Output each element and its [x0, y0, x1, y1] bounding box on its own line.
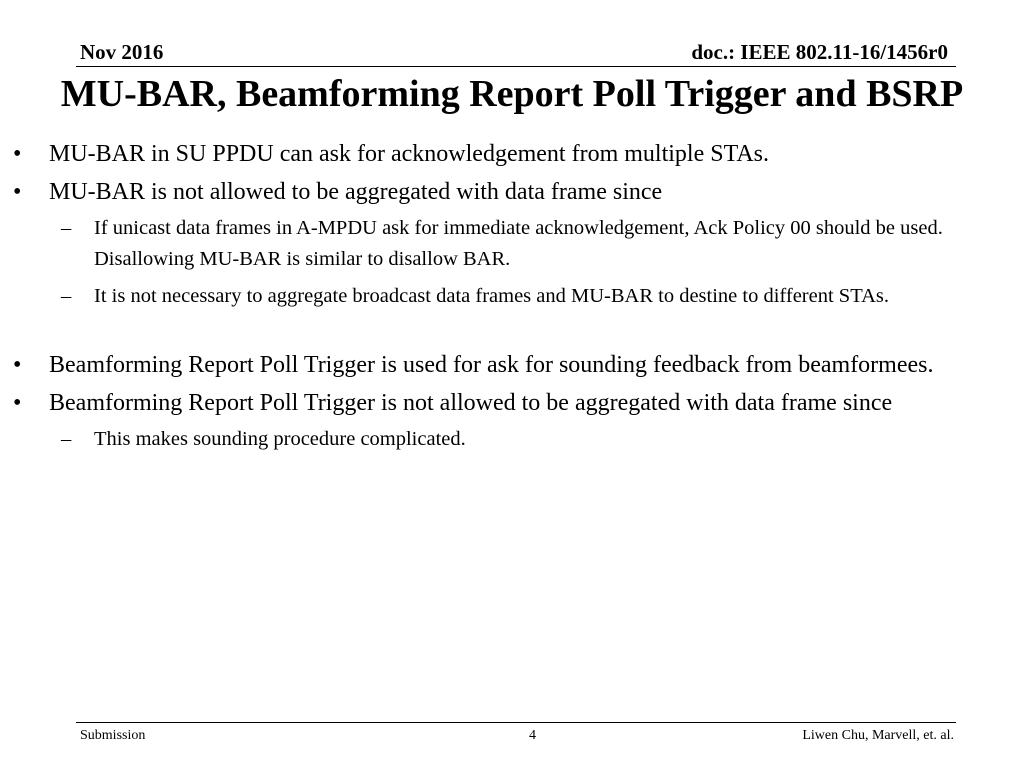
- bullet-1: [0, 137, 1024, 171]
- bullet-text: MU-BAR in SU PPDU can ask for acknowledgement from multiple STAs.: [49, 141, 769, 167]
- bullet-text: MU-BAR is not allowed to be aggregated with data frame since: [49, 179, 663, 205]
- header-doc-id: doc.: IEEE 802.11-16/1456r0: [691, 40, 948, 64]
- bullet-4: [0, 386, 1024, 420]
- footer-submission: Submission: [80, 728, 146, 743]
- sub-bullet-mark: –: [61, 285, 72, 307]
- header-divider: [76, 66, 956, 67]
- slide-body: [0, 137, 1024, 461]
- header-date: Nov 2016: [80, 40, 164, 64]
- sub-bullet-mark: –: [61, 217, 72, 239]
- bullet-3: [0, 348, 1024, 382]
- bullet-mark: •: [13, 179, 22, 205]
- bullet-mark: •: [13, 352, 22, 378]
- sub-bullet-text: It is not necessary to aggregate broadcast data frames and MU-BAR to destine to different STAs.: [94, 285, 889, 307]
- sub-bullet-text: This makes sounding procedure complicated.: [94, 428, 466, 450]
- sub-bullet-2-1: [0, 213, 1024, 275]
- bullet-2: [0, 175, 1024, 209]
- bullet-text: Beamforming Report Poll Trigger is not allowed to be aggregated with data frame since: [49, 390, 893, 416]
- page-number: 4: [529, 728, 536, 743]
- footer-divider: [76, 722, 956, 723]
- bullet-mark: •: [13, 141, 22, 167]
- bullet-text: Beamforming Report Poll Trigger is used for ask for sounding feedback from beamformees.: [49, 352, 934, 378]
- bullet-mark: •: [13, 390, 22, 416]
- sub-bullet-4-1: [0, 424, 1024, 455]
- sub-bullet-2-2: [0, 281, 1024, 312]
- sub-bullet-text: If unicast data frames in A-MPDU ask for immediate acknowledgement, Ack Policy 00 should be used. Disallowing MU-BAR is similar to disallow BAR.: [94, 217, 943, 270]
- spacer: [0, 318, 1024, 348]
- footer-authors: Liwen Chu, Marvell, et. al.: [802, 728, 954, 743]
- sub-bullet-mark: –: [61, 428, 72, 450]
- slide-title: MU-BAR, Beamforming Report Poll Trigger and BSRP: [60, 73, 964, 115]
